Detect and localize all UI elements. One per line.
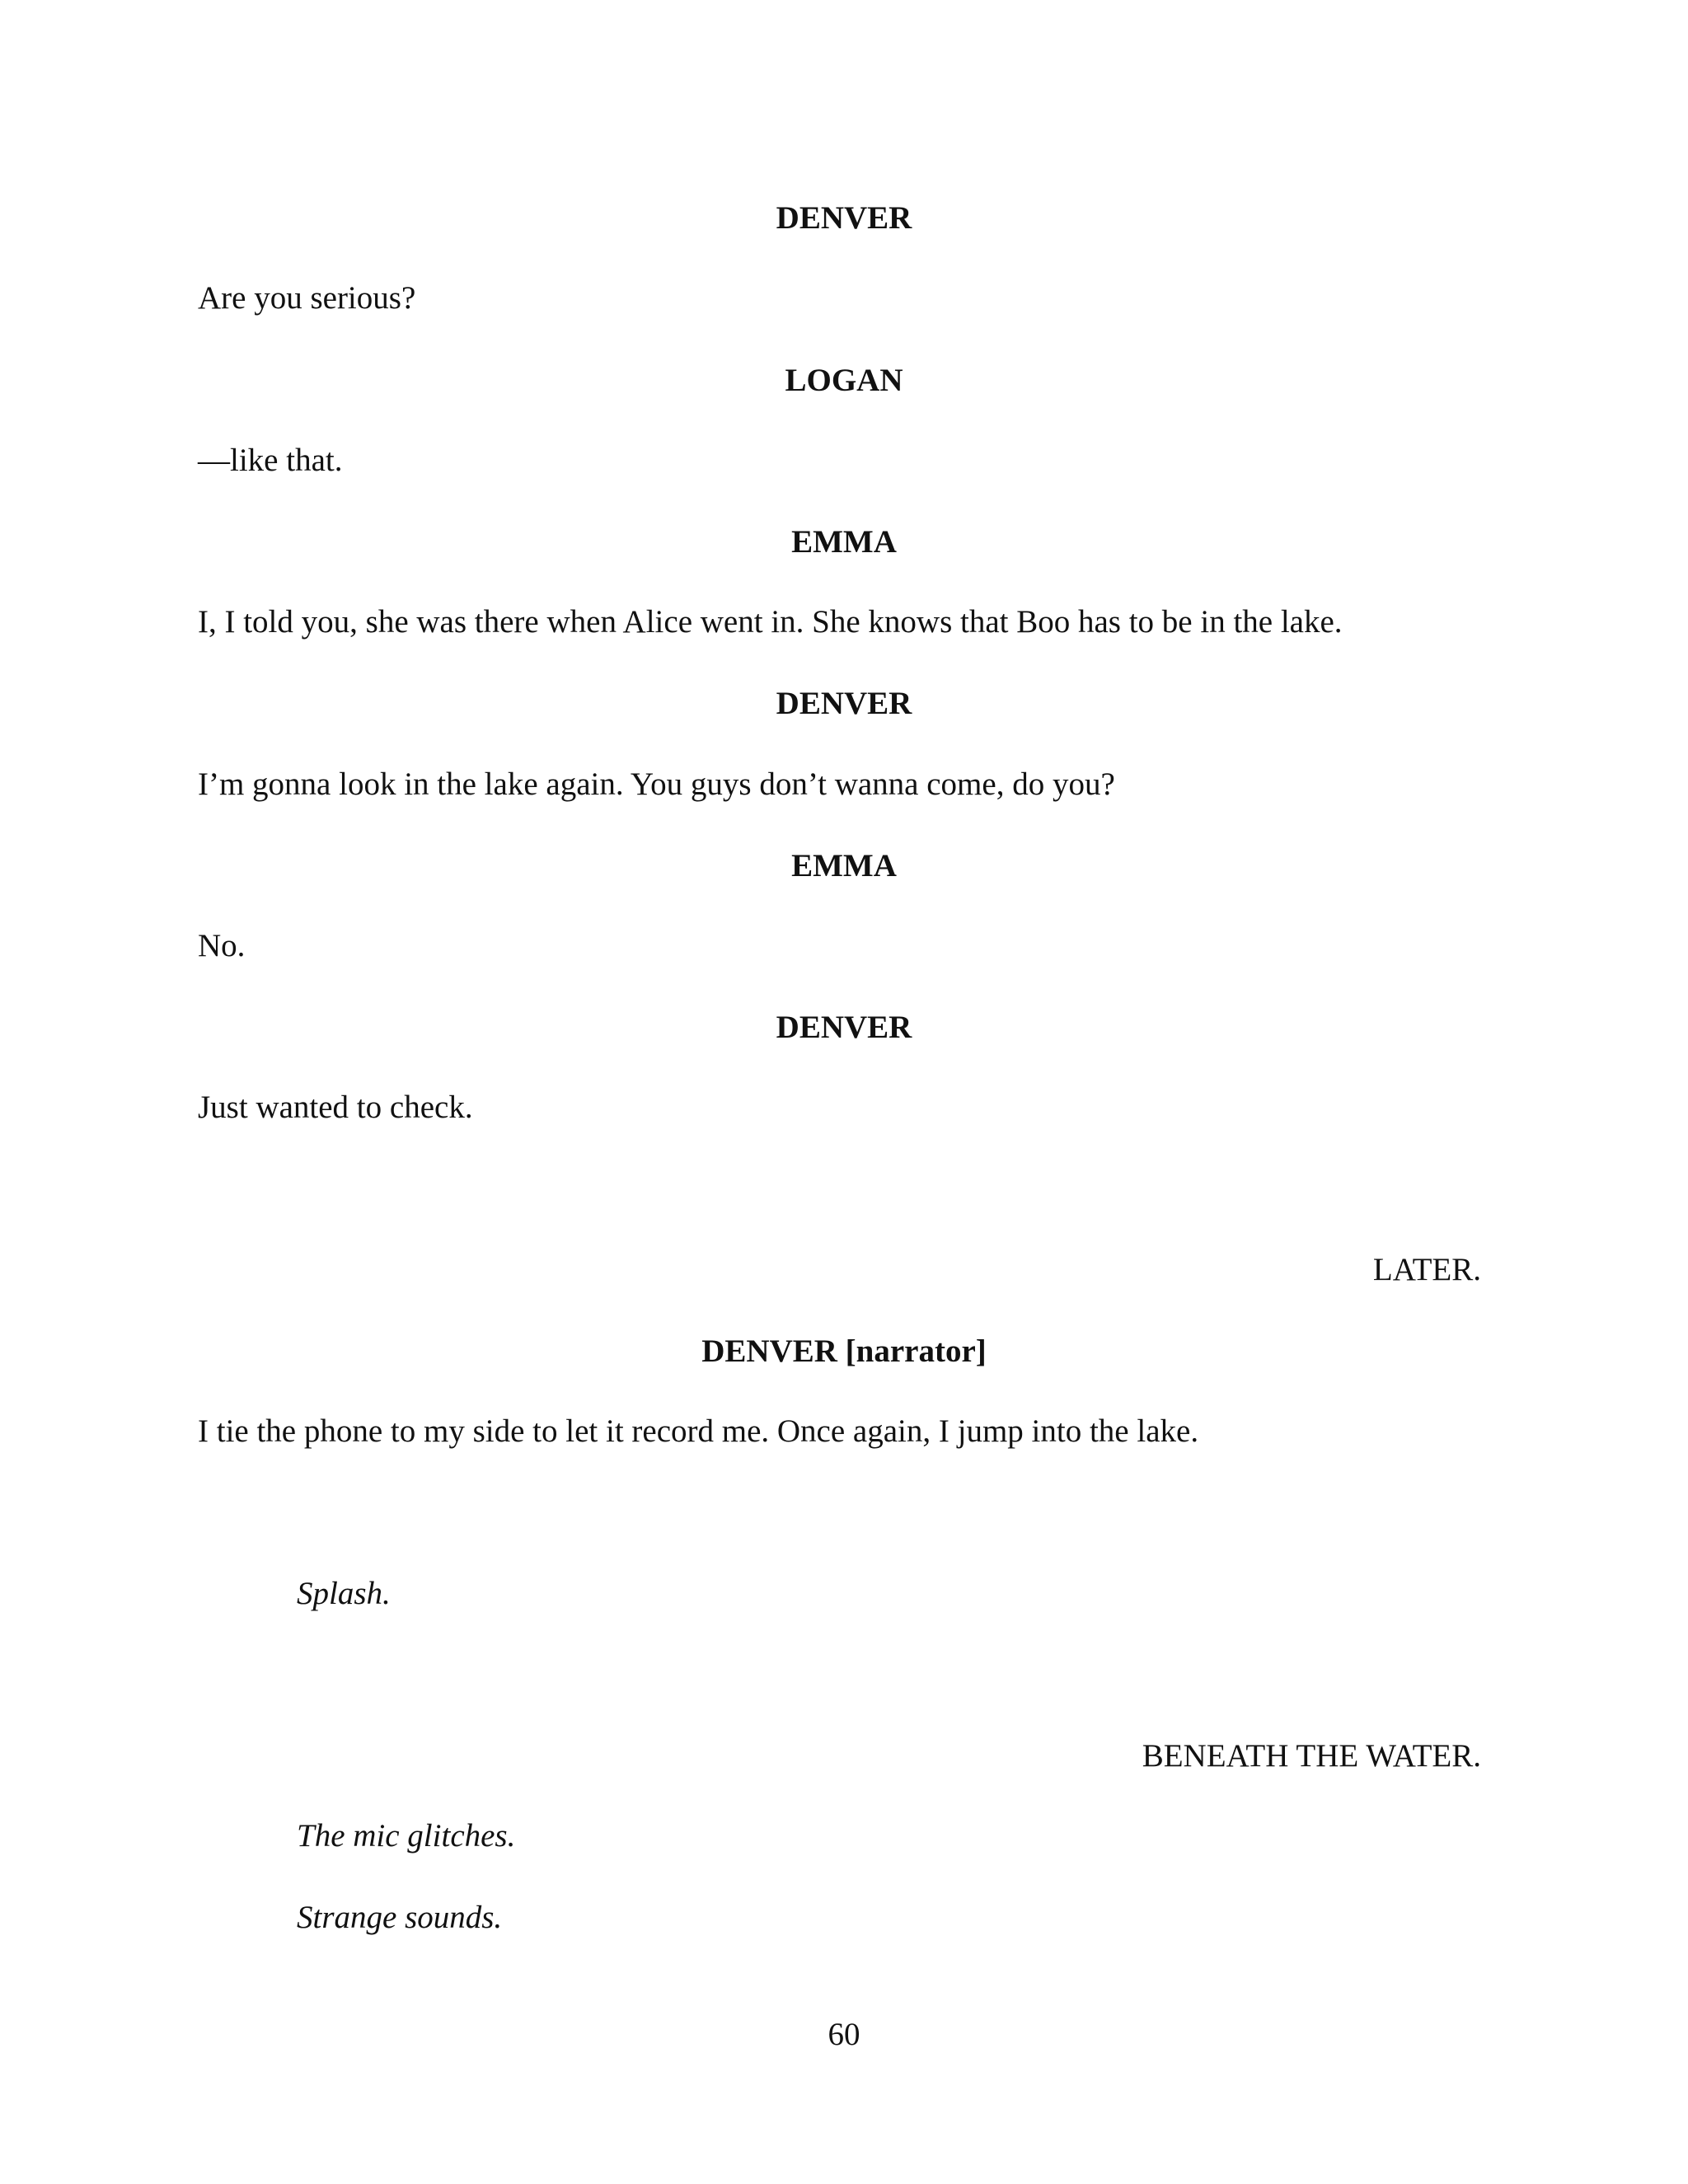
stage-direction: Splash. <box>297 1576 391 1611</box>
dialogue-line: No. <box>198 928 246 963</box>
dialogue-line: —like that. <box>198 443 343 478</box>
stage-direction: The mic glitches. <box>297 1818 516 1854</box>
scene-transition: LATER. <box>1372 1252 1481 1287</box>
character-name: EMMA <box>791 524 897 560</box>
character-name: DENVER [narrator] <box>701 1333 987 1369</box>
character-name: EMMA <box>791 848 897 883</box>
character-name: LOGAN <box>785 363 903 398</box>
character-name: DENVER <box>776 686 912 721</box>
page-number: 60 <box>828 2017 860 2052</box>
stage-direction: Strange sounds. <box>297 1900 503 1935</box>
dialogue-line: Are you serious? <box>198 280 416 316</box>
character-name: DENVER <box>776 200 912 236</box>
character-name: DENVER <box>776 1010 912 1045</box>
dialogue-line: Just wanted to check. <box>198 1090 473 1125</box>
dialogue-line: I’m gonna look in the lake again. You guys don’t wanna come, do you? <box>198 766 1115 802</box>
dialogue-line: I, I told you, she was there when Alice went in. She knows that Boo has to be in the lake. <box>198 604 1343 640</box>
scene-transition: BENEATH THE WATER. <box>1142 1738 1481 1774</box>
dialogue-line: I tie the phone to my side to let it record me. Once again, I jump into the lake. <box>198 1413 1199 1449</box>
